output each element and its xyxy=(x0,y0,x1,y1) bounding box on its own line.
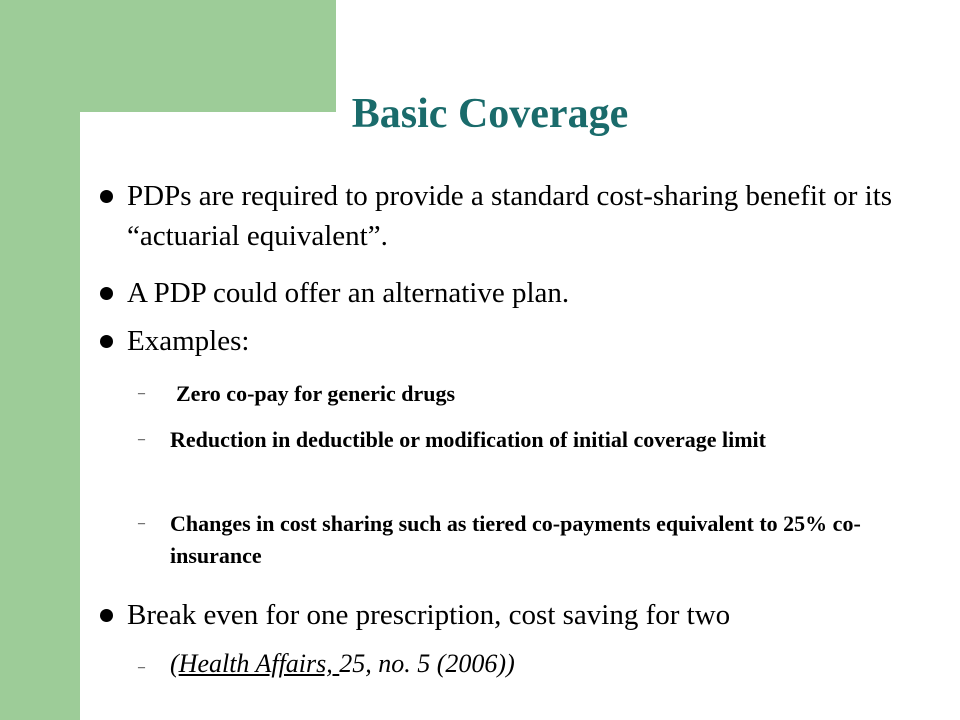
bullet-item-examples xyxy=(100,321,940,361)
bullet-item-standard-benefit xyxy=(100,176,940,256)
citation-source: Health Affairs, xyxy=(178,649,340,678)
sub-item-zero-copay xyxy=(138,378,898,410)
sub-item-cost-sharing xyxy=(138,508,898,572)
bullet-dot-icon xyxy=(100,190,113,203)
citation xyxy=(138,648,898,680)
dash-icon: – xyxy=(138,516,145,531)
bullet-text: A PDP could offer an alternative plan. xyxy=(127,277,570,309)
slide-title: Basic Coverage xyxy=(351,91,629,137)
dash-icon: – xyxy=(138,660,145,675)
citation-open: ( xyxy=(170,649,179,678)
sub-item-deductible xyxy=(138,424,898,456)
bullet-dot-icon xyxy=(100,335,113,348)
bullet-item-alternative-plan xyxy=(100,273,940,313)
bullet-text: Break even for one prescription, cost saving for two xyxy=(127,599,731,631)
bullet-dot-icon xyxy=(100,287,113,300)
sub-item-text: Zero co-pay for generic drugs xyxy=(176,381,456,406)
decorative-bar-left xyxy=(0,0,80,720)
bullet-text: PDPs are required to provide a standard cost-sharing benefit or its “actuarial equivalent”. xyxy=(127,180,893,252)
sub-item-text: Reduction in deductible or modification of initial coverage limit xyxy=(170,427,766,452)
bullet-text: Examples: xyxy=(127,325,250,357)
bullet-item-break-even xyxy=(100,595,940,635)
sub-item-text: Changes in cost sharing such as tiered co-payments equivalent to 25% co-insurance xyxy=(170,511,861,568)
bullet-dot-icon xyxy=(100,609,113,622)
citation-details: 25, no. 5 (2006)) xyxy=(339,649,515,678)
dash-icon: – xyxy=(138,386,145,401)
dash-icon: – xyxy=(138,432,145,447)
